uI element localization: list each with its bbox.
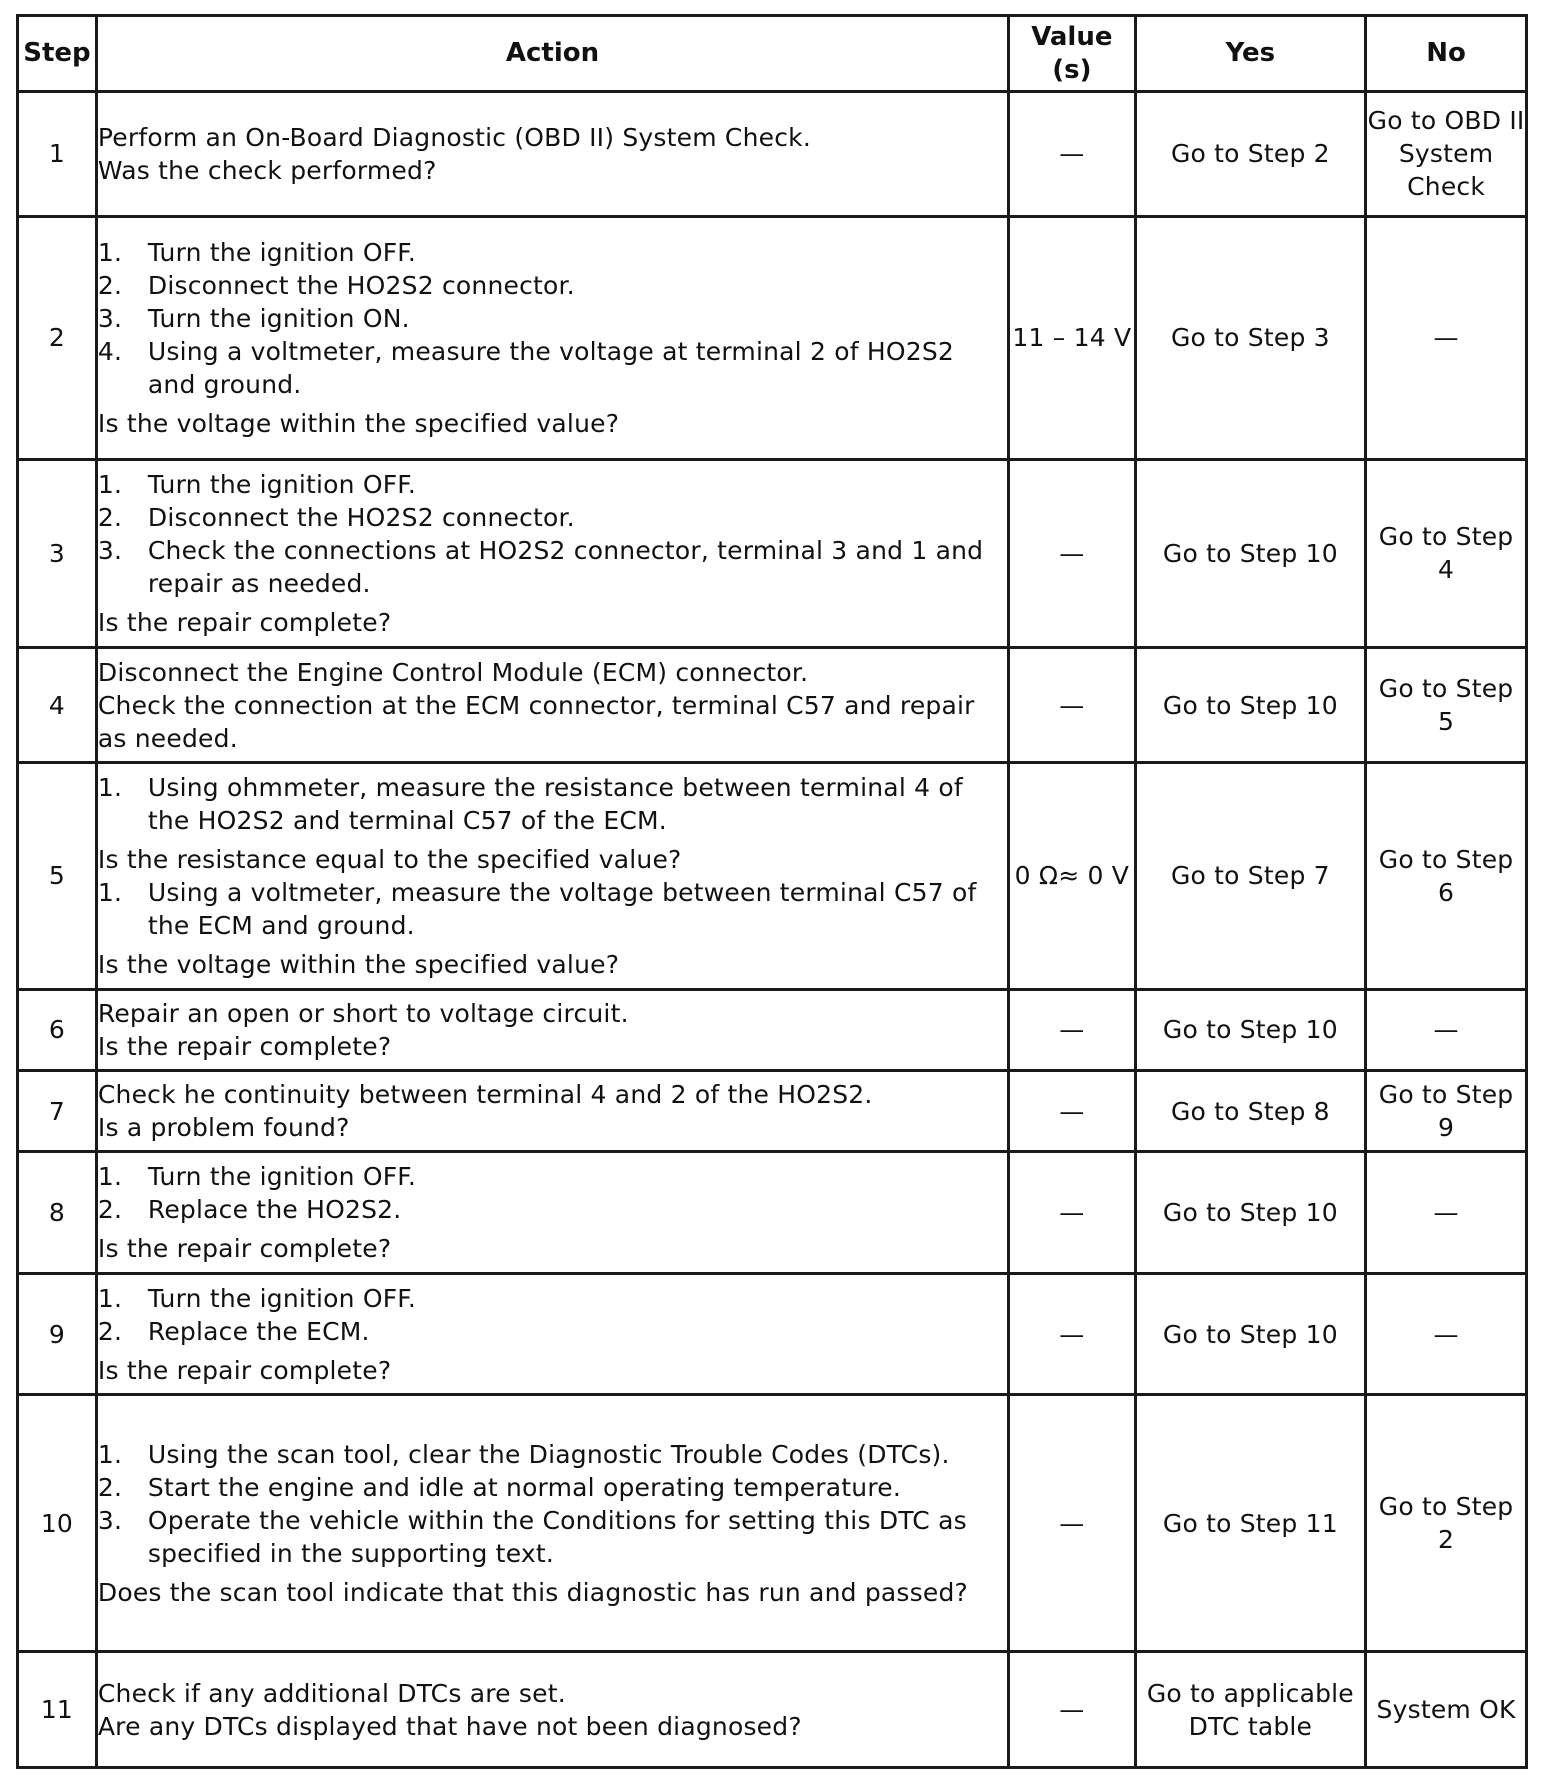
action-list-item xyxy=(98,1193,1007,1226)
header-no: No xyxy=(1366,16,1527,92)
yes-cell: Go to applicable DTC table xyxy=(1135,1652,1366,1768)
action-line: Check he continuity between terminal 4 and 2 of the HO2S2. xyxy=(97,1080,873,1110)
action-list-item xyxy=(98,1504,1007,1570)
action-list-item xyxy=(98,269,1007,302)
list-item-number: 2. xyxy=(97,1472,123,1502)
list-item-number: 1. xyxy=(97,1283,123,1313)
table-row xyxy=(18,1652,1527,1768)
yes-cell: Go to Step 11 xyxy=(1135,1395,1366,1652)
list-item-number: 2. xyxy=(97,502,123,532)
step-number: 4 xyxy=(18,648,97,762)
no-cell: — xyxy=(1366,1273,1527,1395)
list-item-text: Using a voltmeter, measure the voltage between terminal C57 of the ECM and ground. xyxy=(147,877,977,940)
step-number: 1 xyxy=(18,92,97,217)
action-cell xyxy=(96,989,1008,1070)
list-item-number: 1. xyxy=(97,237,123,267)
list-item-text: Replace the ECM. xyxy=(147,1316,370,1346)
action-line: Repair an open or short to voltage circuit. xyxy=(97,998,629,1028)
yes-cell: Go to Step 10 xyxy=(1135,1152,1366,1274)
header-step: Step xyxy=(18,16,97,92)
value-cell: — xyxy=(1009,1071,1135,1152)
action-cell xyxy=(96,648,1008,762)
list-item-number: 1. xyxy=(97,877,123,907)
no-cell: — xyxy=(1366,216,1527,459)
no-cell: Go to Step 2 xyxy=(1366,1395,1527,1652)
action-line: Check the connection at the ECM connector, terminal C57 and repair as needed. xyxy=(97,690,975,753)
table-row xyxy=(18,216,1527,459)
value-cell: 0 Ω≈ 0 V xyxy=(1009,762,1135,989)
header-row xyxy=(18,16,1527,92)
action-list-item xyxy=(98,1438,1007,1471)
action-question: Does the scan tool indicate that this diagnostic has run and passed? xyxy=(97,1577,968,1607)
list-item-number: 1. xyxy=(97,1439,123,1469)
table-row xyxy=(18,648,1527,762)
yes-cell: Go to Step 2 xyxy=(1135,92,1366,217)
action-cell xyxy=(96,459,1008,648)
step-number: 8 xyxy=(18,1152,97,1274)
list-item-number: 2. xyxy=(97,1195,123,1225)
action-cell xyxy=(96,216,1008,459)
table-row xyxy=(18,92,1527,217)
action-list-item xyxy=(98,302,1007,335)
yes-cell: Go to Step 10 xyxy=(1135,648,1366,762)
table-row xyxy=(18,1395,1527,1652)
action-cell xyxy=(96,1273,1008,1395)
action-question: Is the voltage within the specified value? xyxy=(97,949,620,979)
no-cell: — xyxy=(1366,1152,1527,1274)
value-cell: — xyxy=(1009,1152,1135,1274)
list-item-text: Turn the ignition ON. xyxy=(147,303,410,333)
step-number: 6 xyxy=(18,989,97,1070)
action-question: Is the repair complete? xyxy=(97,1234,392,1264)
action-line: Was the check performed? xyxy=(97,155,437,185)
list-item-text: Turn the ignition OFF. xyxy=(147,237,417,267)
header-yes: Yes xyxy=(1135,16,1366,92)
list-item-number: 3. xyxy=(97,1505,123,1535)
action-line: Check if any additional DTCs are set. xyxy=(97,1678,566,1708)
action-cell xyxy=(96,1071,1008,1152)
list-item-number: 1. xyxy=(97,469,123,499)
value-cell: — xyxy=(1009,1395,1135,1652)
value-cell: — xyxy=(1009,989,1135,1070)
yes-cell: Go to Step 8 xyxy=(1135,1071,1366,1152)
no-cell: Go to Step 5 xyxy=(1366,648,1527,762)
action-list-item xyxy=(98,335,1007,401)
list-item-text: Using the scan tool, clear the Diagnostic Trouble Codes (DTCs). xyxy=(147,1439,950,1469)
table-row xyxy=(18,1071,1527,1152)
list-item-text: Replace the HO2S2. xyxy=(147,1195,402,1225)
step-number: 2 xyxy=(18,216,97,459)
action-list-item xyxy=(98,1315,1007,1348)
action-list-item xyxy=(98,876,1007,942)
list-item-text: Turn the ignition OFF. xyxy=(147,469,417,499)
no-cell: Go to Step 9 xyxy=(1366,1071,1527,1152)
table-row xyxy=(18,459,1527,648)
yes-cell: Go to Step 10 xyxy=(1135,459,1366,648)
value-cell: — xyxy=(1009,92,1135,217)
value-cell: 11 – 14 V xyxy=(1009,216,1135,459)
action-line: Is the repair complete? xyxy=(97,1031,392,1061)
action-list-item xyxy=(98,236,1007,269)
action-line: Perform an On-Board Diagnostic (OBD II) System Check. xyxy=(97,122,811,152)
action-cell xyxy=(96,92,1008,217)
list-item-number: 1. xyxy=(97,1162,123,1192)
action-list-item xyxy=(98,468,1007,501)
action-question: Is the resistance equal to the specified value? xyxy=(97,844,682,874)
action-list-item xyxy=(98,534,1007,600)
value-cell: — xyxy=(1009,1273,1135,1395)
table-row xyxy=(18,1152,1527,1274)
action-question: Is the voltage within the specified value? xyxy=(97,408,620,438)
action-cell xyxy=(96,1395,1008,1652)
action-cell xyxy=(96,1152,1008,1274)
list-item-text: Turn the ignition OFF. xyxy=(147,1283,417,1313)
table-row xyxy=(18,762,1527,989)
action-question: Is the repair complete? xyxy=(97,607,392,637)
list-item-number: 3. xyxy=(97,303,123,333)
value-cell: — xyxy=(1009,459,1135,648)
list-item-number: 2. xyxy=(97,270,123,300)
list-item-text: Using a voltmeter, measure the voltage at terminal 2 of HO2S2 and ground. xyxy=(147,336,955,399)
step-number: 5 xyxy=(18,762,97,989)
no-cell: — xyxy=(1366,989,1527,1070)
yes-cell: Go to Step 10 xyxy=(1135,1273,1366,1395)
list-item-text: Disconnect the HO2S2 connector. xyxy=(147,270,575,300)
step-number: 11 xyxy=(18,1652,97,1768)
list-item-text: Check the connections at HO2S2 connector, terminal 3 and 1 and repair as needed. xyxy=(147,535,984,598)
action-list-item xyxy=(98,1471,1007,1504)
diagnostic-table xyxy=(16,14,1528,1769)
value-cell: — xyxy=(1009,1652,1135,1768)
list-item-text: Turn the ignition OFF. xyxy=(147,1162,417,1192)
action-list-item xyxy=(98,771,1007,837)
action-list-item xyxy=(98,1282,1007,1315)
list-item-text: Start the engine and idle at normal operating temperature. xyxy=(147,1472,902,1502)
list-item-text: Disconnect the HO2S2 connector. xyxy=(147,502,575,532)
step-number: 9 xyxy=(18,1273,97,1395)
yes-cell: Go to Step 10 xyxy=(1135,989,1366,1070)
no-cell: System OK xyxy=(1366,1652,1527,1768)
list-item-text: Using ohmmeter, measure the resistance between terminal 4 of the HO2S2 and terminal C57 of the ECM. xyxy=(147,772,963,835)
table-row xyxy=(18,989,1527,1070)
yes-cell: Go to Step 7 xyxy=(1135,762,1366,989)
list-item-text: Operate the vehicle within the Conditions for setting this DTC as specified in the supporting text. xyxy=(147,1505,967,1568)
no-cell: Go to Step 4 xyxy=(1366,459,1527,648)
table-body xyxy=(18,92,1527,1768)
action-list-item xyxy=(98,501,1007,534)
yes-cell: Go to Step 3 xyxy=(1135,216,1366,459)
table-row xyxy=(18,1273,1527,1395)
step-number: 3 xyxy=(18,459,97,648)
list-item-number: 2. xyxy=(97,1316,123,1346)
no-cell: Go to Step 6 xyxy=(1366,762,1527,989)
header-value: Value (s) xyxy=(1009,16,1135,92)
step-number: 7 xyxy=(18,1071,97,1152)
action-line: Disconnect the Engine Control Module (ECM) connector. xyxy=(97,657,809,687)
no-cell: Go to OBD II System Check xyxy=(1366,92,1527,217)
value-cell: — xyxy=(1009,648,1135,762)
action-cell xyxy=(96,1652,1008,1768)
list-item-number: 4. xyxy=(97,336,123,366)
action-list-item xyxy=(98,1160,1007,1193)
header-action: Action xyxy=(96,16,1008,92)
action-line: Are any DTCs displayed that have not been diagnosed? xyxy=(97,1711,802,1741)
list-item-number: 1. xyxy=(97,772,123,802)
action-line: Is a problem found? xyxy=(97,1113,350,1143)
step-number: 10 xyxy=(18,1395,97,1652)
list-item-number: 3. xyxy=(97,535,123,565)
action-cell xyxy=(96,762,1008,989)
action-question: Is the repair complete? xyxy=(97,1355,392,1385)
